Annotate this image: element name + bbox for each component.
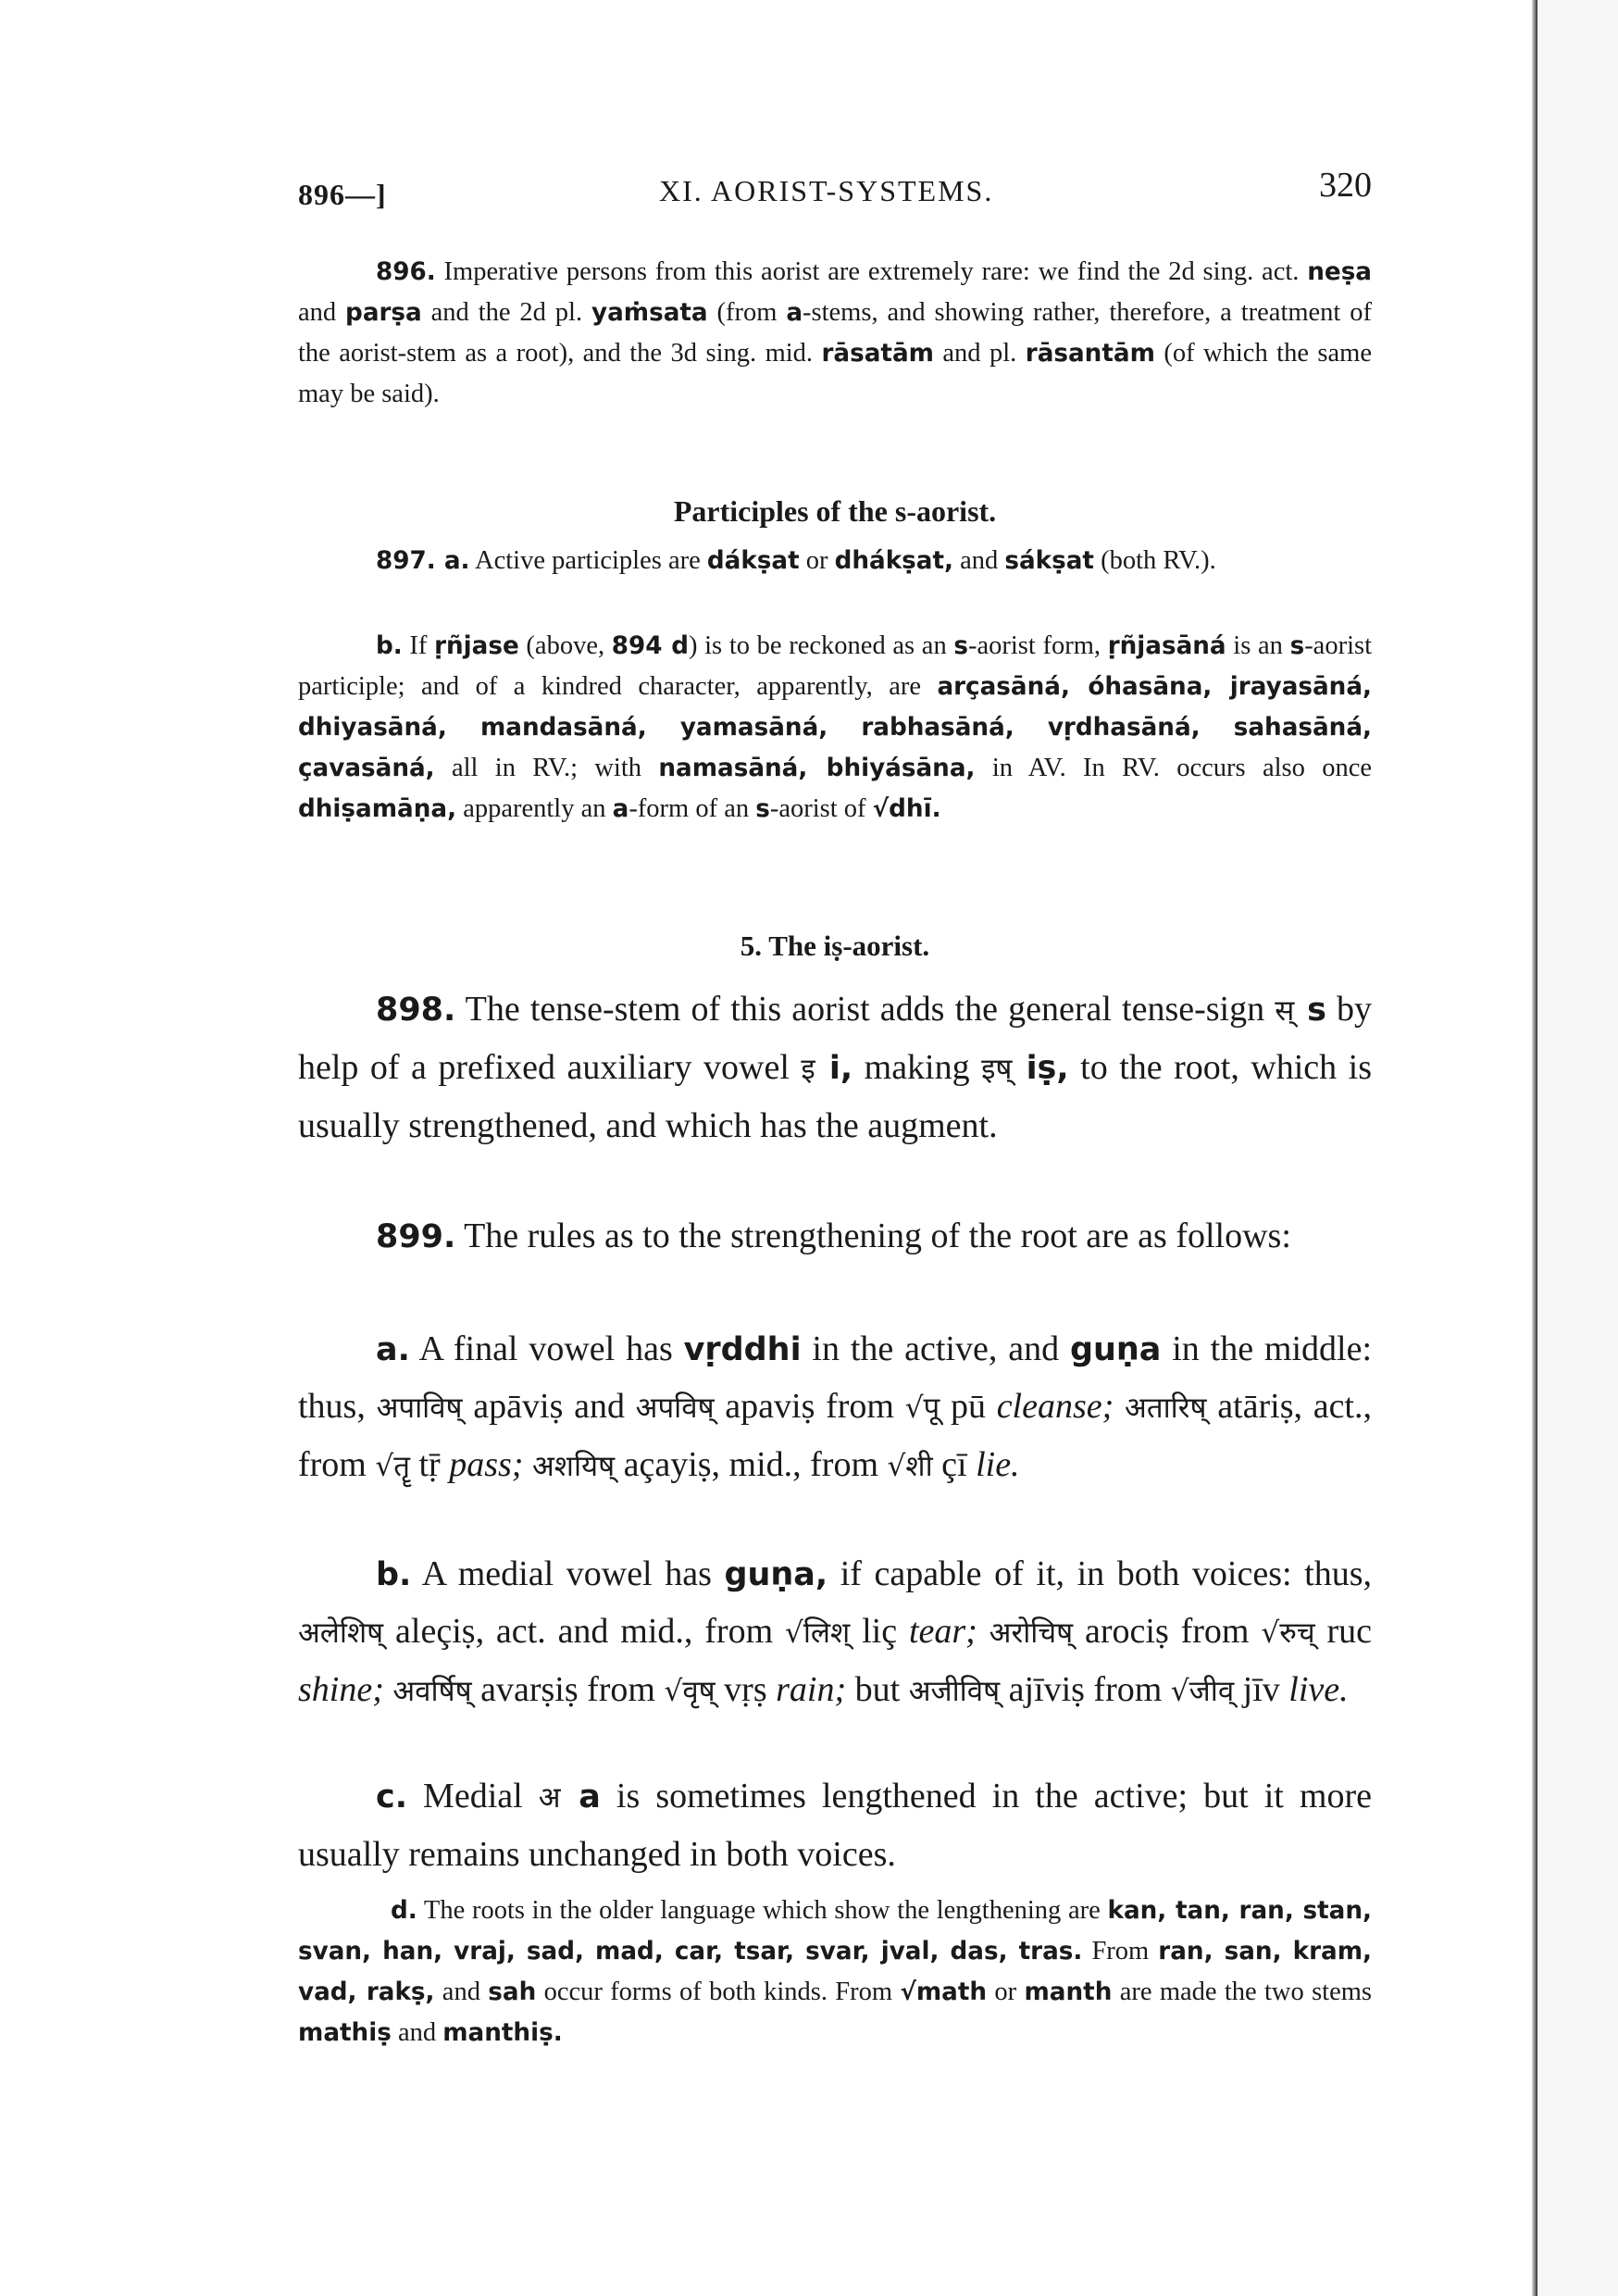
heading-participles: Participles of the s-aorist. [673,494,997,528]
paragraph-899b: b. A medial vowel has guṇa, if capable of it, in both voices: thus, अलेशिष् aleçiṣ, act. and mid., from √लिश् liç tear; अरोचिष् arociṣ from √रुच् ruc shine; अवर्षिष् avarṣiṣ from √वृष् vṛṣ rain; but अजीविष् ajīviṣ from √जीव् jīv live. [298,1554,1373,1709]
chapter-title: XI. AORIST-SYSTEMS. [659,174,994,207]
page-margin [1537,0,1618,2296]
book-spine-edge [1532,0,1537,2296]
paragraph-898: 898. The tense-stem of this aorist adds the general tense-sign स् s by help of a prefixed auxiliary vowel इ i, making इष् iṣ, to the root, which is usually strengthened, and which has the augment. [298,990,1373,1145]
paragraph-899d: d. The roots in the older language which show the lengthening are kan, tan, ran, stan, svan, han, vraj, sad, mad, car, tsar, svar, jval, das, tras. From ran, san, kram, vad, rakṣ, and sah occur forms of both kinds. From √math or manth are made the two stems mathiṣ and manthiṣ. [298,1896,1373,2047]
section-number: 896. [376,258,436,286]
section-reference: 896—] [298,178,387,211]
heading-is-aorist: 5. The iṣ-aorist. [740,930,930,962]
paragraph-897b: b. If ṛñjase (above, 894 d) is to be reckoned as an s-aorist form, ṛñjasāná is an s-aorist participle; and of a kindred character, apparently, are arçasāná, óhasāna, jrayasāná, dhiyasāná, mandasāná, yamasāná, rabhasāná, vṛdhasāná, sahasāná, çavasāná, all in RV.; with namasāná, bhiyásāna, in AV. In RV. occurs also once dhiṣamāṇa, apparently an a-form of an s-aorist of √dhī. [298,631,1373,823]
paragraph-897a: 897. a. Active participles are dákṣat or dhákṣat, and sákṣat (both RV.). [376,546,1216,575]
paragraph-896: 896. Imperative persons from this aorist are extremely rare: we find the 2d sing. act. neṣa and parṣa and the 2d pl. yaṁsata (from a-stems, and showing rather, therefore, a treatment of the aorist-stem as a root), and the 3d sing. mid. rāsatām and pl. rāsantām (of which the same may be said). [298,257,1372,408]
page-number: 320 [1319,166,1372,205]
paragraph-899c: c. Medial अ a is sometimes lengthened in the active; but it more usually remains unchanged in both voices. [298,1777,1372,1874]
paragraph-899a: a. A final vowel has vṛddhi in the active, and guṇa in the middle: thus, अपाविष् apāviṣ and अपविष् apaviṣ from √पू pū cleanse; अतारिष् atāriṣ, act., from √तॄ tṝ pass; अशयिष् açayiṣ, mid., from √शी çī lie. [298,1329,1373,1484]
paragraph-899: 899. The rules as to the strengthening of the root are as follows: [376,1217,1291,1255]
running-header [298,165,1372,211]
